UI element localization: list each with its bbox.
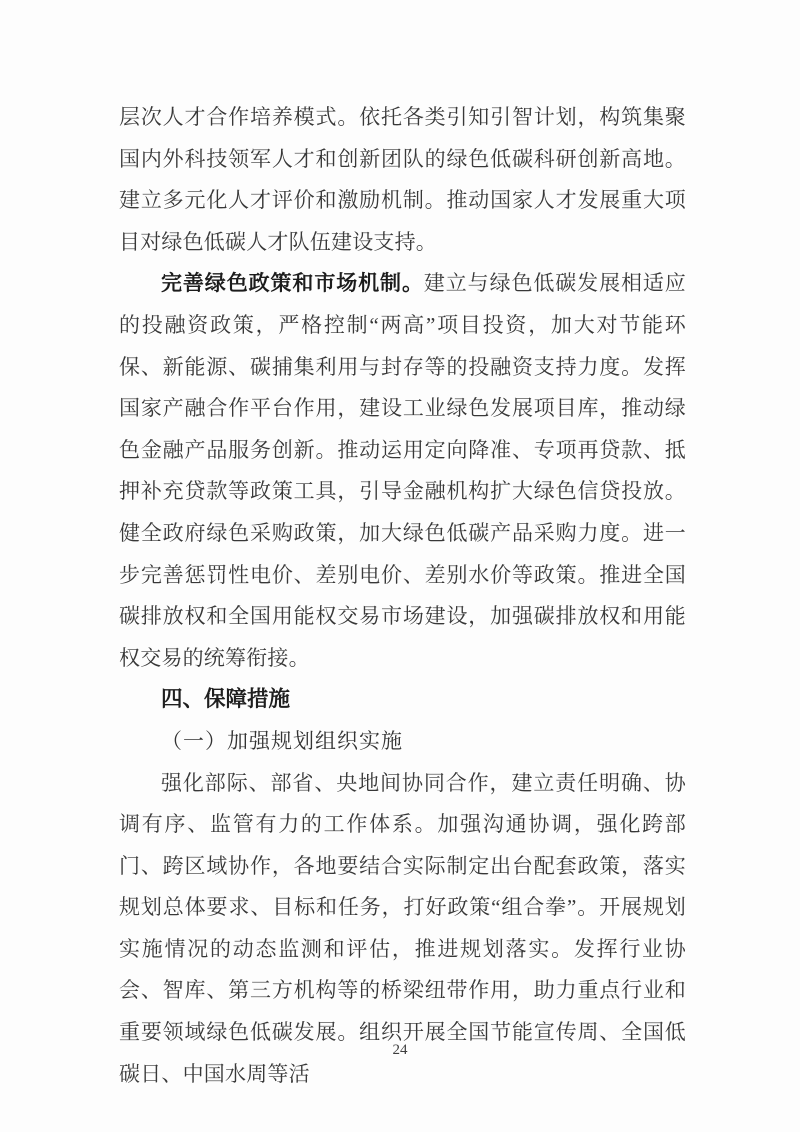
paragraph-talent-continuation: 层次人才合作培养模式。依托各类引知引智计划，构筑集聚国内外科技领军人才和创新团队的绿色低碳科研创新高地。建立多元化人才评价和激励机制。推动国家人才发展重大项目对绿色低碳人才队伍建设支持。 [119,105,686,254]
page-content [119,97,686,1095]
paragraph-implementation: 强化部际、部省、央地间协同合作，建立责任明确、协调有序、监管有力的工作体系。加强沟通协调，强化跨部门、跨区域协作，各地要结合实际制定出台配套政策，落实规划总体要求、目标和任务，打好政策“组合拳”。开展规划实施情况的动态监测和评估，推进规划落实。发挥行业协会、智库、第三方机构等的桥梁纽带作用，助力重点行业和重要领域绿色低碳发展。组织开展全国节能宣传周、全国低碳日、中国水周等活 [119,770,686,1086]
page-number: 24 [392,1042,408,1058]
paragraph-green-policy-bold-lead: 完善绿色政策和市场机制。 [161,271,424,296]
paragraph-green-policy-body: 建立与绿色低碳发展相适应的投融资政策，严格控制“两高”项目投资，加大对节能环保、新能源、碳捕集利用与封存等的投融资支持力度。发挥国家产融合作平台作用，建设工业绿色发展项目库，推动绿色金融产品服务创新。推动运用定向降准、专项再贷款、抵押补充贷款等政策工具，引导金融机构扩大绿色信贷投放。健全政府绿色采购政策，加大绿色低碳产品采购力度。进一步完善惩罚性电价、差别电价、差别水价等政策。推进全国碳排放权和全国用能权交易市场建设，加强碳排放权和用能权交易的统筹衔接。 [119,271,687,670]
section-heading-safeguard-measures: 四、保障措施 [161,687,291,712]
paragraph-green-policy [119,263,686,679]
subsection-heading-planning-implementation: （一）加强规划组织实施 [161,728,403,753]
